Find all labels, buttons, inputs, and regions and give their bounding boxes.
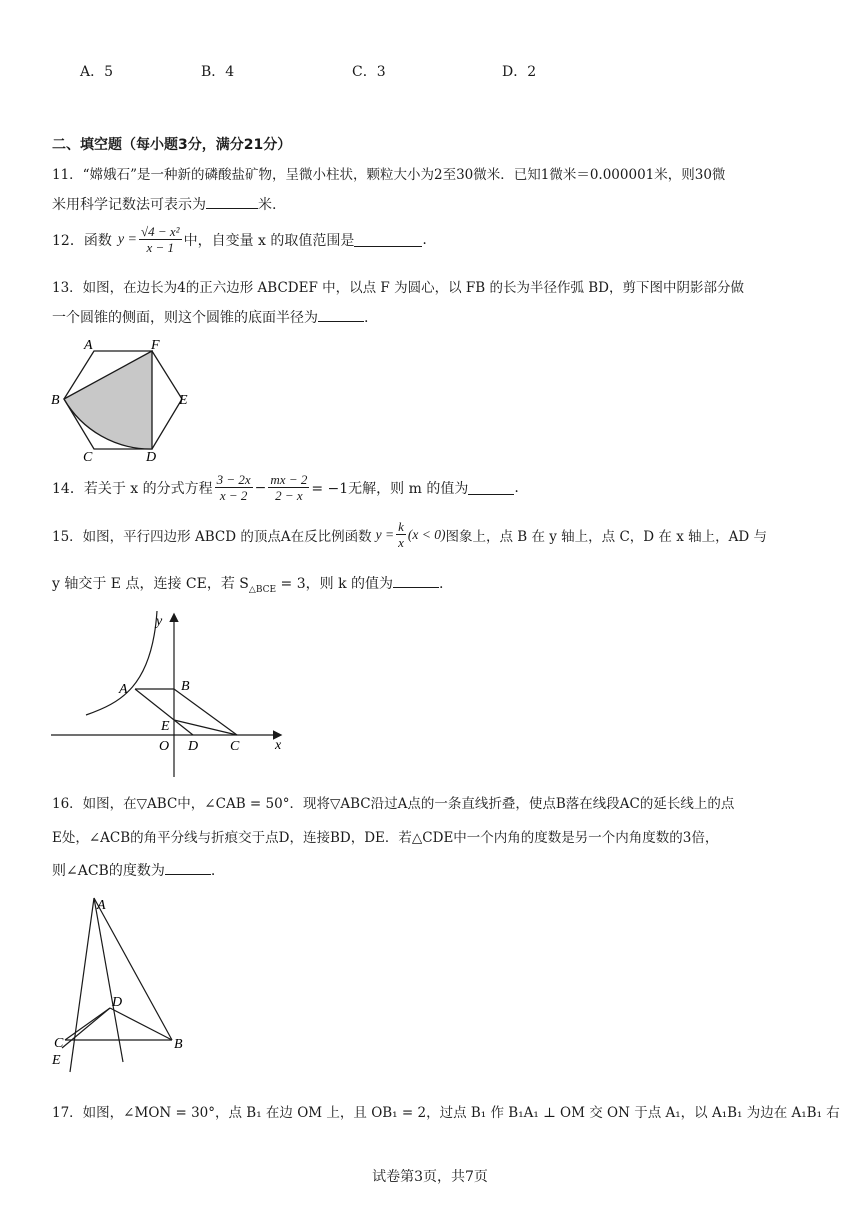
q13-text-b: . xyxy=(364,310,369,326)
page-footer: 试卷第3页，共7页 xyxy=(372,1169,488,1185)
label-b: B xyxy=(51,393,60,408)
label-b: B xyxy=(174,1037,183,1052)
label-e: E xyxy=(161,719,170,734)
q15-denominator: x xyxy=(398,535,404,550)
fold-line xyxy=(94,898,123,1062)
label-e: E xyxy=(179,393,188,408)
q16-text-a: 则∠ACB的度数为 xyxy=(52,863,165,879)
line-ace xyxy=(70,898,94,1072)
option-a: A．5 xyxy=(80,64,114,80)
q14-line xyxy=(52,472,519,503)
q15-text-a: 15．如图，平行四边形 ABCD 的顶点A在反比例函数 xyxy=(52,528,372,545)
q12-fraction xyxy=(139,224,182,255)
q15-end: . xyxy=(439,576,444,592)
q16-text-b: . xyxy=(210,863,216,879)
q11-line1: 11．“嫦娥石”是一种新的磷酸盐矿物，呈微小柱状，颗粒大小为2至30微米．已知1微米＝0.000001米，则30微 xyxy=(52,167,726,183)
q14-f2-denominator: 2 − x xyxy=(275,488,303,503)
label-c: C xyxy=(230,739,240,754)
label-o: O xyxy=(159,739,170,754)
shaded-sector xyxy=(64,351,152,449)
q13-answer-blank xyxy=(318,307,364,322)
q15-func: y = xyxy=(375,526,395,542)
q14-f1-numerator: 3 − 2x xyxy=(216,472,251,487)
q15-numerator: k xyxy=(398,519,404,534)
label-d: D xyxy=(112,995,123,1010)
label-c: C xyxy=(54,1036,64,1051)
label-a: A xyxy=(84,338,93,353)
q14-prefix: 14．若关于 x 的分式方程 xyxy=(52,480,213,497)
label-f: F xyxy=(151,338,160,353)
q11-answer-blank xyxy=(206,194,258,209)
q13-line2 xyxy=(52,307,368,327)
q16-triangle-figure xyxy=(48,890,198,1080)
label-d: D xyxy=(146,450,157,465)
q11-line2 xyxy=(52,194,276,214)
q11-text-a: 米用科学记数法可表示为 xyxy=(52,197,206,213)
q17-line1: 17．如图，∠MON = 30°，点 B₁ 在边 OM 上，且 OB₁ = 2，过点 B₁ 作 B₁A₁ ⊥ OM 交 ON 于点 A₁，以 A₁B₁ 为边在 A₁B₁ 右 xyxy=(52,1105,840,1121)
q14-end: . xyxy=(514,479,519,496)
label-d: D xyxy=(188,739,199,754)
q15-answer-blank xyxy=(393,573,439,588)
q15-condition: (x < 0) xyxy=(407,526,446,542)
hyperbola-curve xyxy=(86,611,157,715)
q15-text-b: 图象上，点 B 在 y 轴上，点 C，D 在 x 轴上，AD 与 xyxy=(445,528,767,545)
q16-answer-blank xyxy=(165,860,211,875)
q12-numerator: √4 − x² xyxy=(141,224,180,239)
q13-hexagon-figure xyxy=(48,336,198,466)
segment-de xyxy=(62,1008,110,1048)
label-a: A xyxy=(97,898,106,913)
q12-end: . xyxy=(422,231,427,248)
q15-coordinate-figure xyxy=(48,607,298,782)
q12-denominator: x − 1 xyxy=(146,240,175,255)
label-e: E xyxy=(52,1053,61,1068)
option-b: B．4 xyxy=(201,64,235,80)
label-x: x xyxy=(275,738,282,753)
q14-answer-blank xyxy=(468,480,514,495)
label-y: y xyxy=(156,614,163,629)
q15-text-d: = 3，则 k 的值为 xyxy=(276,576,393,592)
q14-f1-denominator: x − 2 xyxy=(219,488,248,503)
q15-text-c: y 轴交于 E 点，连接 CE，若 S xyxy=(52,576,249,592)
q15-subscript: △BCE xyxy=(248,584,277,595)
q12-prefix: 12．函数 xyxy=(52,232,112,249)
section-heading: 二、填空题（每小题3分，满分21分） xyxy=(52,137,292,153)
q13-text-a: 一个圆锥的侧面，则这个圆锥的底面半径为 xyxy=(52,310,318,326)
q12-line xyxy=(52,224,427,255)
q12-answer-blank xyxy=(354,232,422,247)
option-d: D．2 xyxy=(502,64,537,80)
label-b: B xyxy=(181,679,190,694)
q14-fraction-2 xyxy=(268,472,309,503)
label-a: A xyxy=(119,682,128,697)
q15-fraction xyxy=(396,519,406,550)
q16-line3 xyxy=(52,860,215,880)
q14-minus: − xyxy=(254,479,267,496)
segment-cd xyxy=(65,1008,110,1040)
segment-ab xyxy=(94,898,172,1040)
q13-line1: 13．如图，在边长为4的正六边形 ABCDEF 中，以点 F 为圆心，以 FB 的长为半径作弧 BD，剪下图中阴影部分做 xyxy=(52,280,744,296)
label-c: C xyxy=(83,450,93,465)
q14-rhs: = −1无解，则 m 的值为 xyxy=(311,480,469,497)
q16-line2: E处，∠ACB的角平分线与折痕交于点D，连接BD，DE．若△CDE中一个内角的度数是另一个内角度数的3倍， xyxy=(52,830,719,846)
q14-fraction-1 xyxy=(215,472,253,503)
q12-suffix: 中，自变量 x 的取值范围是 xyxy=(183,232,355,249)
q12-lhs: y = xyxy=(117,231,137,247)
q15-line2 xyxy=(52,573,443,595)
q11-text-b: 米. xyxy=(258,197,277,213)
q15-line1 xyxy=(52,519,767,550)
q16-line1: 16．如图，在▽ABC中，∠CAB = 50°．现将▽ABC沿过A点的一条直线折叠，使点B落在线段AC的延长线上的点 xyxy=(52,796,735,812)
option-c: C．3 xyxy=(352,64,386,80)
q14-f2-numerator: mx − 2 xyxy=(270,472,308,487)
